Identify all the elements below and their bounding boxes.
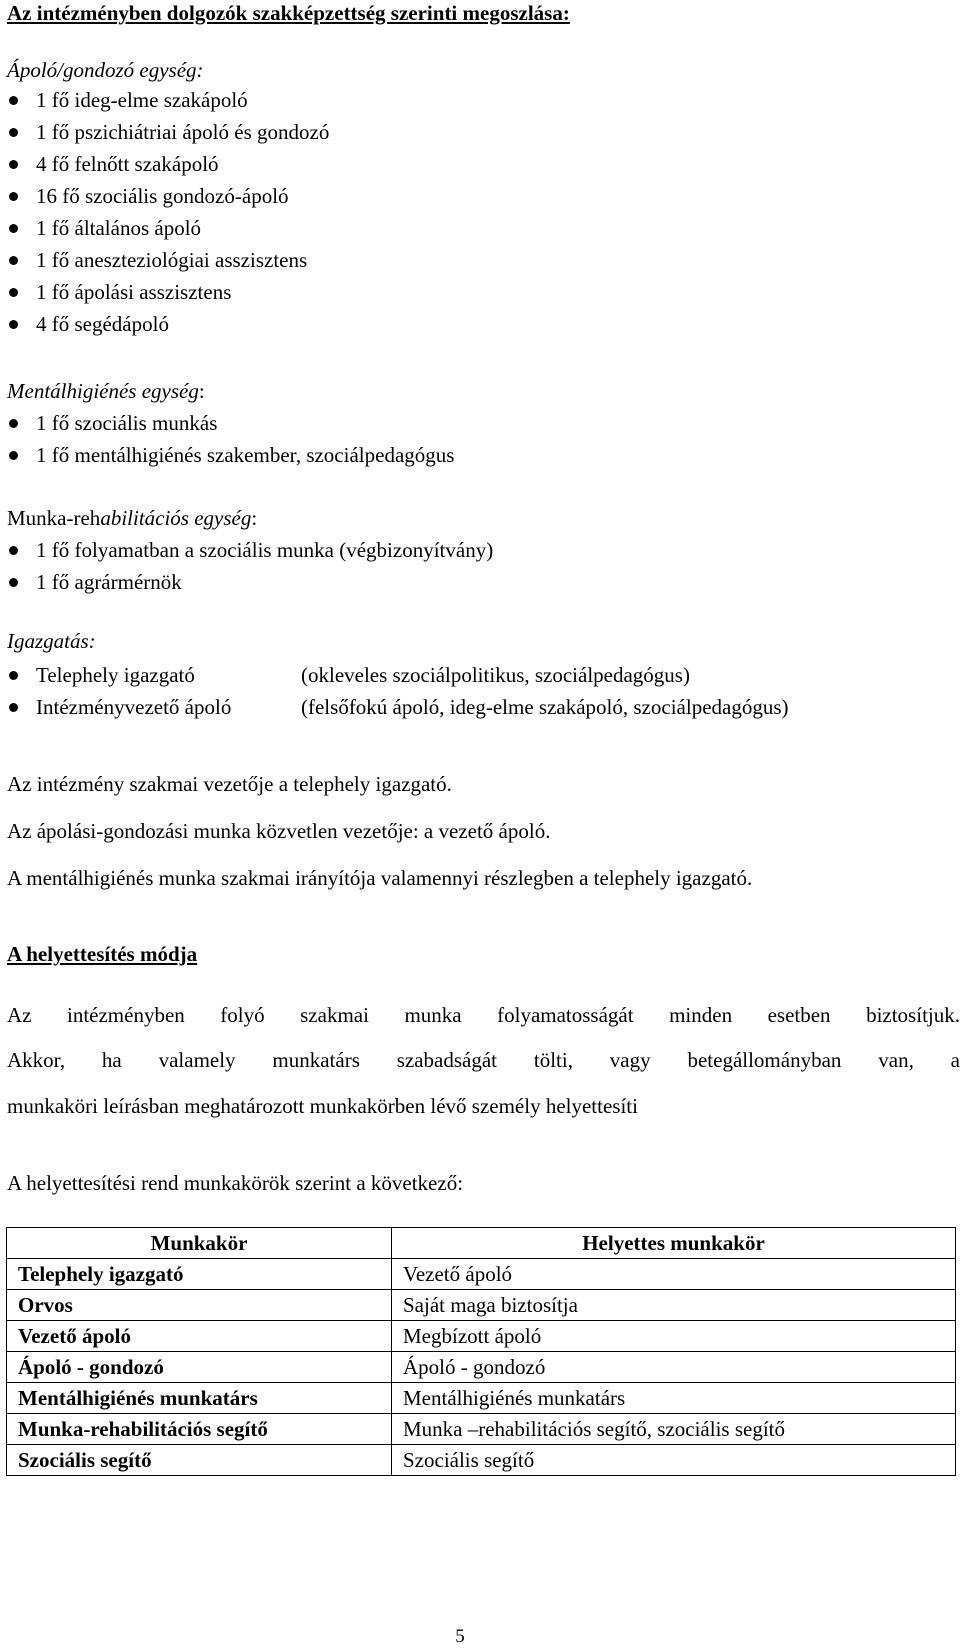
list-item: 1 fő aneszteziológiai asszisztens — [0, 244, 329, 276]
bullet-icon — [9, 671, 18, 680]
bullet-icon — [9, 703, 18, 712]
bullet-icon — [9, 160, 18, 169]
substitution-title: A helyettesítés módja — [7, 942, 198, 966]
column-header: Munkakör — [7, 1228, 392, 1259]
bullet-icon — [9, 96, 18, 105]
section-title-apolo: Ápoló/gondozó egység: — [7, 58, 204, 82]
list-item: 4 fő felnőtt szakápoló — [0, 148, 329, 180]
substitute-cell: Saját maga biztosítja — [392, 1290, 956, 1321]
list-item: 1 fő ápolási asszisztens — [0, 276, 329, 308]
role-detail: (okleveles szociálpolitikus, szociálpedagógus) — [301, 663, 690, 687]
table-row — [7, 1321, 956, 1352]
role-detail: (felsőfokú ápoló, ideg-elme szakápoló, szociálpedagógus) — [301, 695, 789, 719]
list-item: 1 fő általános ápoló — [0, 212, 329, 244]
bullet-icon — [9, 288, 18, 297]
section-title-igazgatas: Igazgatás: — [7, 629, 96, 653]
substitute-cell: Megbízott ápoló — [392, 1321, 956, 1352]
paragraph-line: Akkor, ha valamely munkatárs szabadságát tölti, vagy betegállományban van, a — [7, 1048, 960, 1072]
bullet-icon — [9, 546, 18, 555]
role-cell: Szociális segítő — [7, 1445, 392, 1476]
bullet-icon — [9, 128, 18, 137]
page-number: 5 — [455, 1626, 465, 1647]
role-name: Telephely igazgató — [36, 663, 195, 687]
role-name: Intézményvezető ápoló — [36, 695, 232, 719]
statement-line: Az intézmény szakmai vezetője a telephely igazgató. — [7, 772, 452, 796]
table-row — [7, 1290, 956, 1321]
role-cell: Munka-rehabilitációs segítő — [7, 1414, 392, 1445]
substitute-cell: Szociális segítő — [392, 1445, 956, 1476]
table-intro: A helyettesítési rend munkakörök szerint a következő: — [7, 1171, 464, 1195]
statement-line: A mentálhigiénés munka szakmai irányítója valamennyi részlegben a telephely igazgató. — [7, 866, 753, 890]
list-item: 1 fő szociális munkás — [0, 407, 454, 439]
section-title-mental: Mentálhigiénés egység: — [7, 379, 205, 403]
table-row — [7, 1383, 956, 1414]
bullet-icon — [9, 192, 18, 201]
bullet-icon — [9, 224, 18, 233]
page-heading: Az intézményben dolgozók szakképzettség szerinti megoszlása: — [7, 1, 570, 25]
substitute-cell: Vezető ápoló — [392, 1259, 956, 1290]
role-cell: Vezető ápoló — [7, 1321, 392, 1352]
column-header: Helyettes munkakör — [392, 1228, 956, 1259]
table-row — [7, 1414, 956, 1445]
bullet-icon — [9, 451, 18, 460]
paragraph-line: Az intézményben folyó szakmai munka folyamatosságát minden esetben biztosítjuk. — [7, 1003, 960, 1027]
table-row — [7, 1352, 956, 1383]
table-row — [7, 1445, 956, 1476]
list-item: 1 fő ideg-elme szakápoló — [0, 84, 329, 116]
bullet-icon — [9, 419, 18, 428]
substitution-table — [6, 1227, 956, 1476]
substitute-cell: Mentálhigiénés munkatárs — [392, 1383, 956, 1414]
bullet-icon — [9, 578, 18, 587]
statement-line: Az ápolási-gondozási munka közvetlen vezetője: a vezető ápoló. — [7, 819, 551, 843]
bullet-icon — [9, 256, 18, 265]
igazgatas-list — [0, 659, 960, 723]
apolo-list — [0, 84, 329, 340]
bullet-icon — [9, 320, 18, 329]
list-item: 1 fő mentálhigiénés szakember, szociálpedagógus — [0, 439, 454, 471]
list-item: 4 fő segédápoló — [0, 308, 329, 340]
substitute-cell: Munka –rehabilitációs segítő, szociális segítő — [392, 1414, 956, 1445]
role-cell: Telephely igazgató — [7, 1259, 392, 1290]
role-cell: Mentálhigiénés munkatárs — [7, 1383, 392, 1414]
table-header-row — [7, 1228, 956, 1259]
list-item: 1 fő agrármérnök — [0, 566, 493, 598]
munka-list — [0, 534, 493, 598]
list-item — [0, 691, 960, 723]
list-item: 1 fő pszichiátriai ápoló és gondozó — [0, 116, 329, 148]
table-row — [7, 1259, 956, 1290]
role-cell: Orvos — [7, 1290, 392, 1321]
list-item: 1 fő folyamatban a szociális munka (végbizonyítvány) — [0, 534, 493, 566]
mental-list — [0, 407, 454, 471]
substitute-cell: Ápoló - gondozó — [392, 1352, 956, 1383]
role-cell: Ápoló - gondozó — [7, 1352, 392, 1383]
section-title-munka: Munka-rehabilitációs egység: — [7, 506, 258, 530]
list-item: 16 fő szociális gondozó-ápoló — [0, 180, 329, 212]
paragraph-line: munkaköri leírásban meghatározott munkakörben lévő személy helyettesíti — [7, 1094, 638, 1118]
list-item — [0, 659, 960, 691]
